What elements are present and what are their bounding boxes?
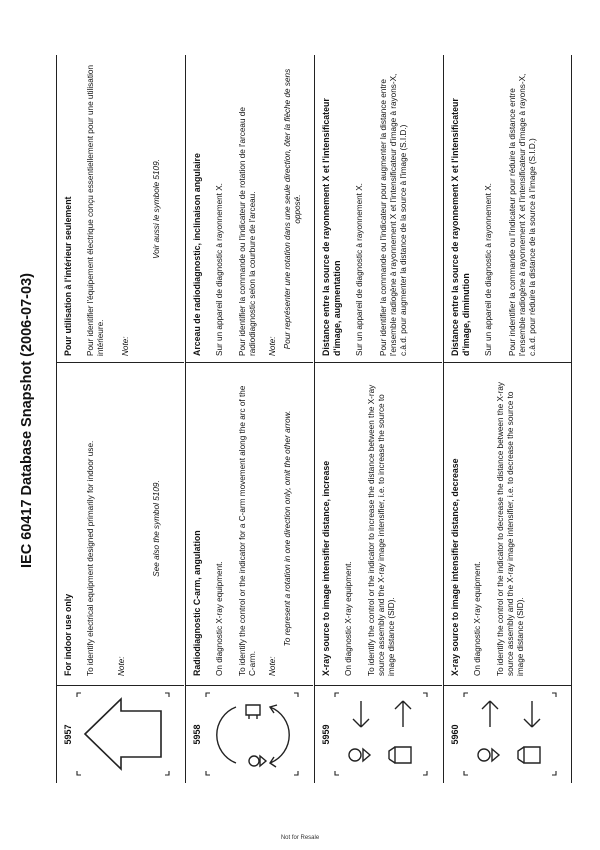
application-fr: Sur un appareil de diagnostic à rayonnement X. <box>355 183 364 356</box>
entry-title-fr: Arceau de radiodiagnostic, inclinaison angulaire <box>192 153 202 356</box>
sid-decrease-icon <box>462 691 558 777</box>
note-label-fr: Note: <box>121 336 130 356</box>
definition-fr: Pour identifier la commande ou l'indicateur de rotation de l'arceau de radiodiagnostic selon la courbure de l'arceau. <box>238 107 257 356</box>
definition-en: To identify electrical equipment designed primarily for indoor use. <box>86 440 95 676</box>
note-fr: Voir aussi le symbole 5109. <box>152 159 161 259</box>
definition-fr: Pour identifier l'équipement électrique conçu essentiellement pour une utilisation intérieure. <box>86 64 105 356</box>
application-en: On diagnostic X-ray equipment. <box>473 561 482 676</box>
application-en: On diagnostic X-ray equipment. <box>344 561 353 676</box>
sid-increase-icon <box>333 691 429 777</box>
definition-en: To identify the control or the indicator for a C-arm movement along the arc of the C-arm. <box>238 385 257 676</box>
application-fr: Sur un appareil de diagnostic à rayonnement X. <box>215 183 224 356</box>
symbol-number: 5958 <box>192 724 202 745</box>
french-column <box>186 56 313 363</box>
table-row <box>314 55 442 783</box>
french-column <box>315 56 442 363</box>
definition-fr: Pour indentifier la commande ou l'indicateur pour réduire la distance entre l'ensemble radiogène à rayonnement X et l'intensificateur d'image à rayons-X, c.à.d. pour réduire la distance de la source à l'image (S.I.D.) <box>508 73 537 356</box>
symbol-cell <box>315 685 442 783</box>
note-label-en: Note: <box>268 656 277 676</box>
note-fr: Pour représenter une rotation dans une seule direction, ôter la flèche de sens opposé. <box>283 68 302 350</box>
footer-note: Not for Resale <box>280 835 320 841</box>
definition-en: To identify the control or the indicator to decrease the distance between the X-ray source assembly and the X-ray image intensifier, i.e. to decrease the source to image distance (SID). <box>496 381 525 676</box>
entry-title-en: X-ray source to image intensifier distance, increase <box>321 460 331 676</box>
page-title: IEC 60417 Database Snapshot (2006-07-03) <box>19 273 35 568</box>
table-row <box>57 55 184 783</box>
symbol-cell <box>444 685 571 783</box>
english-column <box>315 381 442 676</box>
english-column <box>57 381 184 676</box>
english-column <box>186 381 313 676</box>
symbol-number: 5957 <box>63 724 73 745</box>
table-row <box>443 55 571 783</box>
note-label-fr: Note: <box>268 336 277 356</box>
definition-fr: Pour identifier la commande ou l'indicateur pour augmenter la distance entre l'ensemble radiogène à rayonnement X et l'intensificateur d'image à rayons-X, c.à.d. pour augmenter la distance de la source à l'image (S.I.D.) <box>379 73 408 356</box>
symbol-number: 5959 <box>321 724 331 745</box>
c-arm-angulation-icon <box>204 691 300 777</box>
definition-en: To identify the control or the indicator to increase the distance between the X-ray source assembly and the X-ray image intensifier, i.e. to increase the source to image distance (SID). <box>367 384 396 676</box>
french-column <box>57 56 184 363</box>
symbol-cell <box>57 685 184 783</box>
english-column <box>444 381 571 676</box>
entry-title-fr: Distance entre la source de rayonnement X et l'intensificateur d'image, augmentation <box>321 98 342 356</box>
note-label-en: Note: <box>117 656 126 676</box>
table-row <box>185 55 313 783</box>
symbol-number: 5960 <box>450 724 460 745</box>
entry-title-en: Radiodiagnostic C-arm, angulation <box>192 530 202 676</box>
symbol-table <box>56 55 572 783</box>
application-fr: Sur un appareil de diagnostic à rayonnement X. <box>484 183 493 356</box>
entry-title-en: For indoor use only <box>63 593 73 676</box>
symbol-cell <box>186 685 313 783</box>
entry-title-fr: Distance entre la source de rayonnement X et l'intensificateur d'image, diminution <box>450 98 471 356</box>
entry-title-fr: Pour utilisation à l'intérieur seulement <box>63 196 73 356</box>
application-en: On diagnostic X-ray equipment. <box>215 561 224 676</box>
french-column <box>444 56 571 363</box>
house-icon <box>75 691 171 777</box>
rotated-page <box>12 48 577 793</box>
note-en: To represent a rotation in one direction only, omit the other arrow. <box>283 410 292 647</box>
note-en: See also the symbol 5109. <box>152 480 161 577</box>
entry-title-en: X-ray source to image intensifier distance, decrease <box>450 458 460 676</box>
